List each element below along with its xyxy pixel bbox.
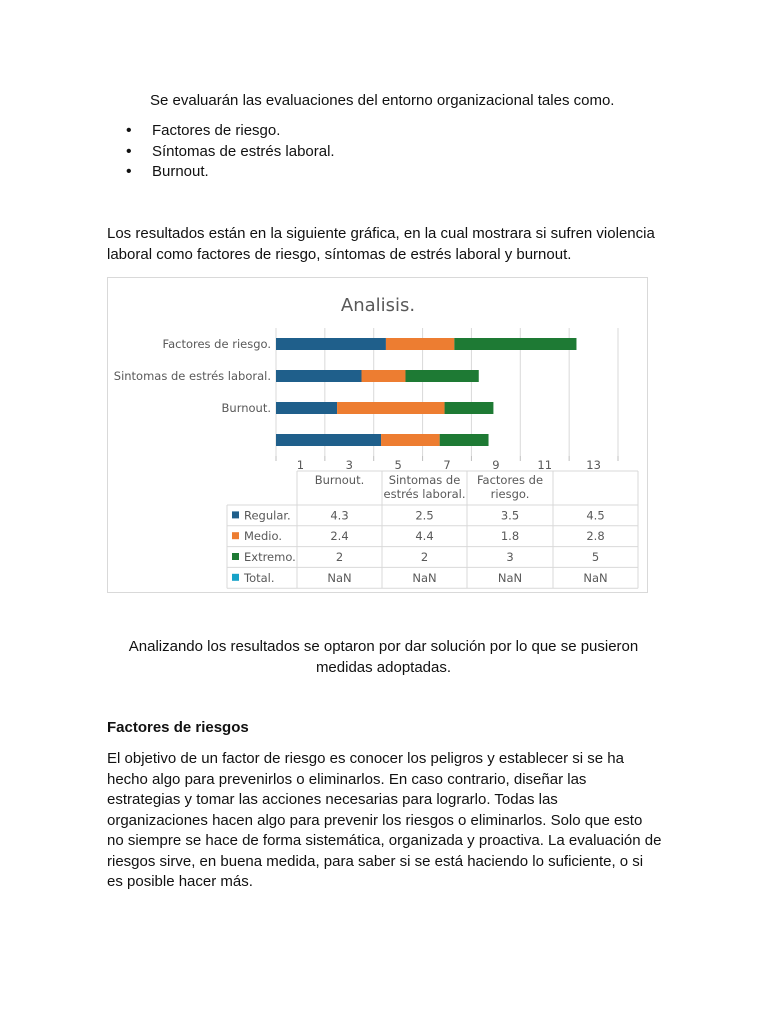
section-heading: Factores de riesgos: [107, 719, 249, 736]
list-item-text: Factores de riesgo.: [152, 122, 281, 139]
analysis-line-1: Analizando los resultados se optaron por dar solución por lo que se pusieron: [128, 638, 639, 655]
legend-label: Regular.: [244, 508, 291, 523]
legend-swatch: [232, 553, 239, 560]
analysis-paragraph: [107, 637, 660, 678]
legend-swatch: [232, 574, 239, 581]
bar-segment: [405, 370, 478, 382]
bar-segment: [276, 370, 362, 382]
table-cell: NaN: [412, 570, 437, 585]
chart-frame: [107, 277, 648, 593]
table-cell: NaN: [583, 570, 608, 585]
bar-segment: [386, 338, 454, 350]
table-cell: 2: [420, 550, 429, 564]
x-tick-label: 13: [586, 458, 601, 472]
table-cell: 1.8: [500, 529, 520, 544]
x-tick-label: 3: [345, 458, 353, 472]
category-label: Burnout.: [221, 401, 271, 415]
x-tick-label: 11: [537, 458, 553, 472]
table-header: Factores de riesgo.: [476, 473, 544, 501]
bar-segment: [454, 338, 576, 350]
list-item: [126, 142, 335, 163]
bar-segment: [276, 338, 386, 350]
legend-label: Total.: [244, 570, 275, 585]
table-cell: NaN: [497, 570, 523, 585]
bar-chart: [108, 278, 649, 594]
table-cell: 4.3: [330, 508, 349, 523]
table-cell: 2.8: [586, 529, 605, 544]
table-cell: 2.4: [330, 529, 349, 544]
table-cell: 5: [591, 550, 600, 564]
table-cell: 3.5: [500, 508, 520, 523]
table-header: Burnout.: [314, 473, 365, 487]
table-cell: NaN: [327, 570, 352, 585]
x-tick-label: 9: [492, 458, 500, 472]
category-label: Factores de riesgo.: [162, 337, 271, 351]
legend-label: Extremo.: [244, 550, 296, 564]
legend-swatch: [232, 511, 239, 518]
bullet-icon: •: [126, 142, 132, 160]
x-tick-label: 7: [443, 458, 451, 472]
bar-segment: [362, 370, 406, 382]
table-cell: 4.4: [415, 529, 434, 544]
table-header: Sintomas de estrés laboral.: [383, 473, 466, 501]
section-body: El objetivo de un factor de riesgo es conocer los peligros y establecer si se ha hecho algo para prevenirlos o eliminarlos. En caso contrario, diseñar las estrategias y tomar las acciones necesarias para lograrlo. Todas las organizaciones hacen algo para prevenir los riesgos o eliminarlos. Solo que esto no siempre se hace de forma sistemática, organizada y proactiva. La evaluación de riesgos sirve, en buena medida, para saber si se está haciendo lo suficiente, o si es posible hacer más.: [107, 750, 662, 890]
results-paragraph: Los resultados están en la siguiente gráfica, en la cual mostrara si sufren violencia laboral como factores de riesgo, síntomas de estrés laboral y burnout.: [107, 225, 655, 263]
analysis-line-2: medidas adoptadas.: [315, 658, 452, 676]
list-item: [126, 121, 335, 142]
bullet-list: [126, 121, 335, 183]
list-item-text: Burnout.: [152, 163, 209, 180]
table-cell: 2.5: [415, 508, 434, 523]
bullet-icon: •: [126, 122, 132, 139]
intro-paragraph: Se evaluarán las evaluaciones del entorno organizacional tales como.: [150, 92, 615, 109]
table-cell: 3: [506, 550, 514, 564]
bar-segment: [337, 402, 444, 414]
table-cell: 2: [335, 550, 344, 564]
chart-title: Analisis.: [340, 295, 416, 316]
category-label: Sintomas de estrés laboral.: [113, 369, 271, 383]
table-cell: 4.5: [586, 508, 605, 523]
bar-segment: [276, 402, 337, 414]
bar-segment: [445, 402, 494, 414]
legend-label: Medio.: [244, 529, 282, 544]
bullet-icon: •: [126, 163, 132, 180]
list-item: [126, 162, 335, 183]
x-tick-label: 5: [394, 458, 402, 472]
bar-segment: [440, 434, 489, 446]
legend-swatch: [232, 532, 239, 539]
bar-segment: [276, 434, 381, 446]
bar-segment: [381, 434, 440, 446]
x-tick-label: 1: [296, 458, 305, 472]
list-item-text: Síntomas de estrés laboral.: [152, 142, 335, 160]
